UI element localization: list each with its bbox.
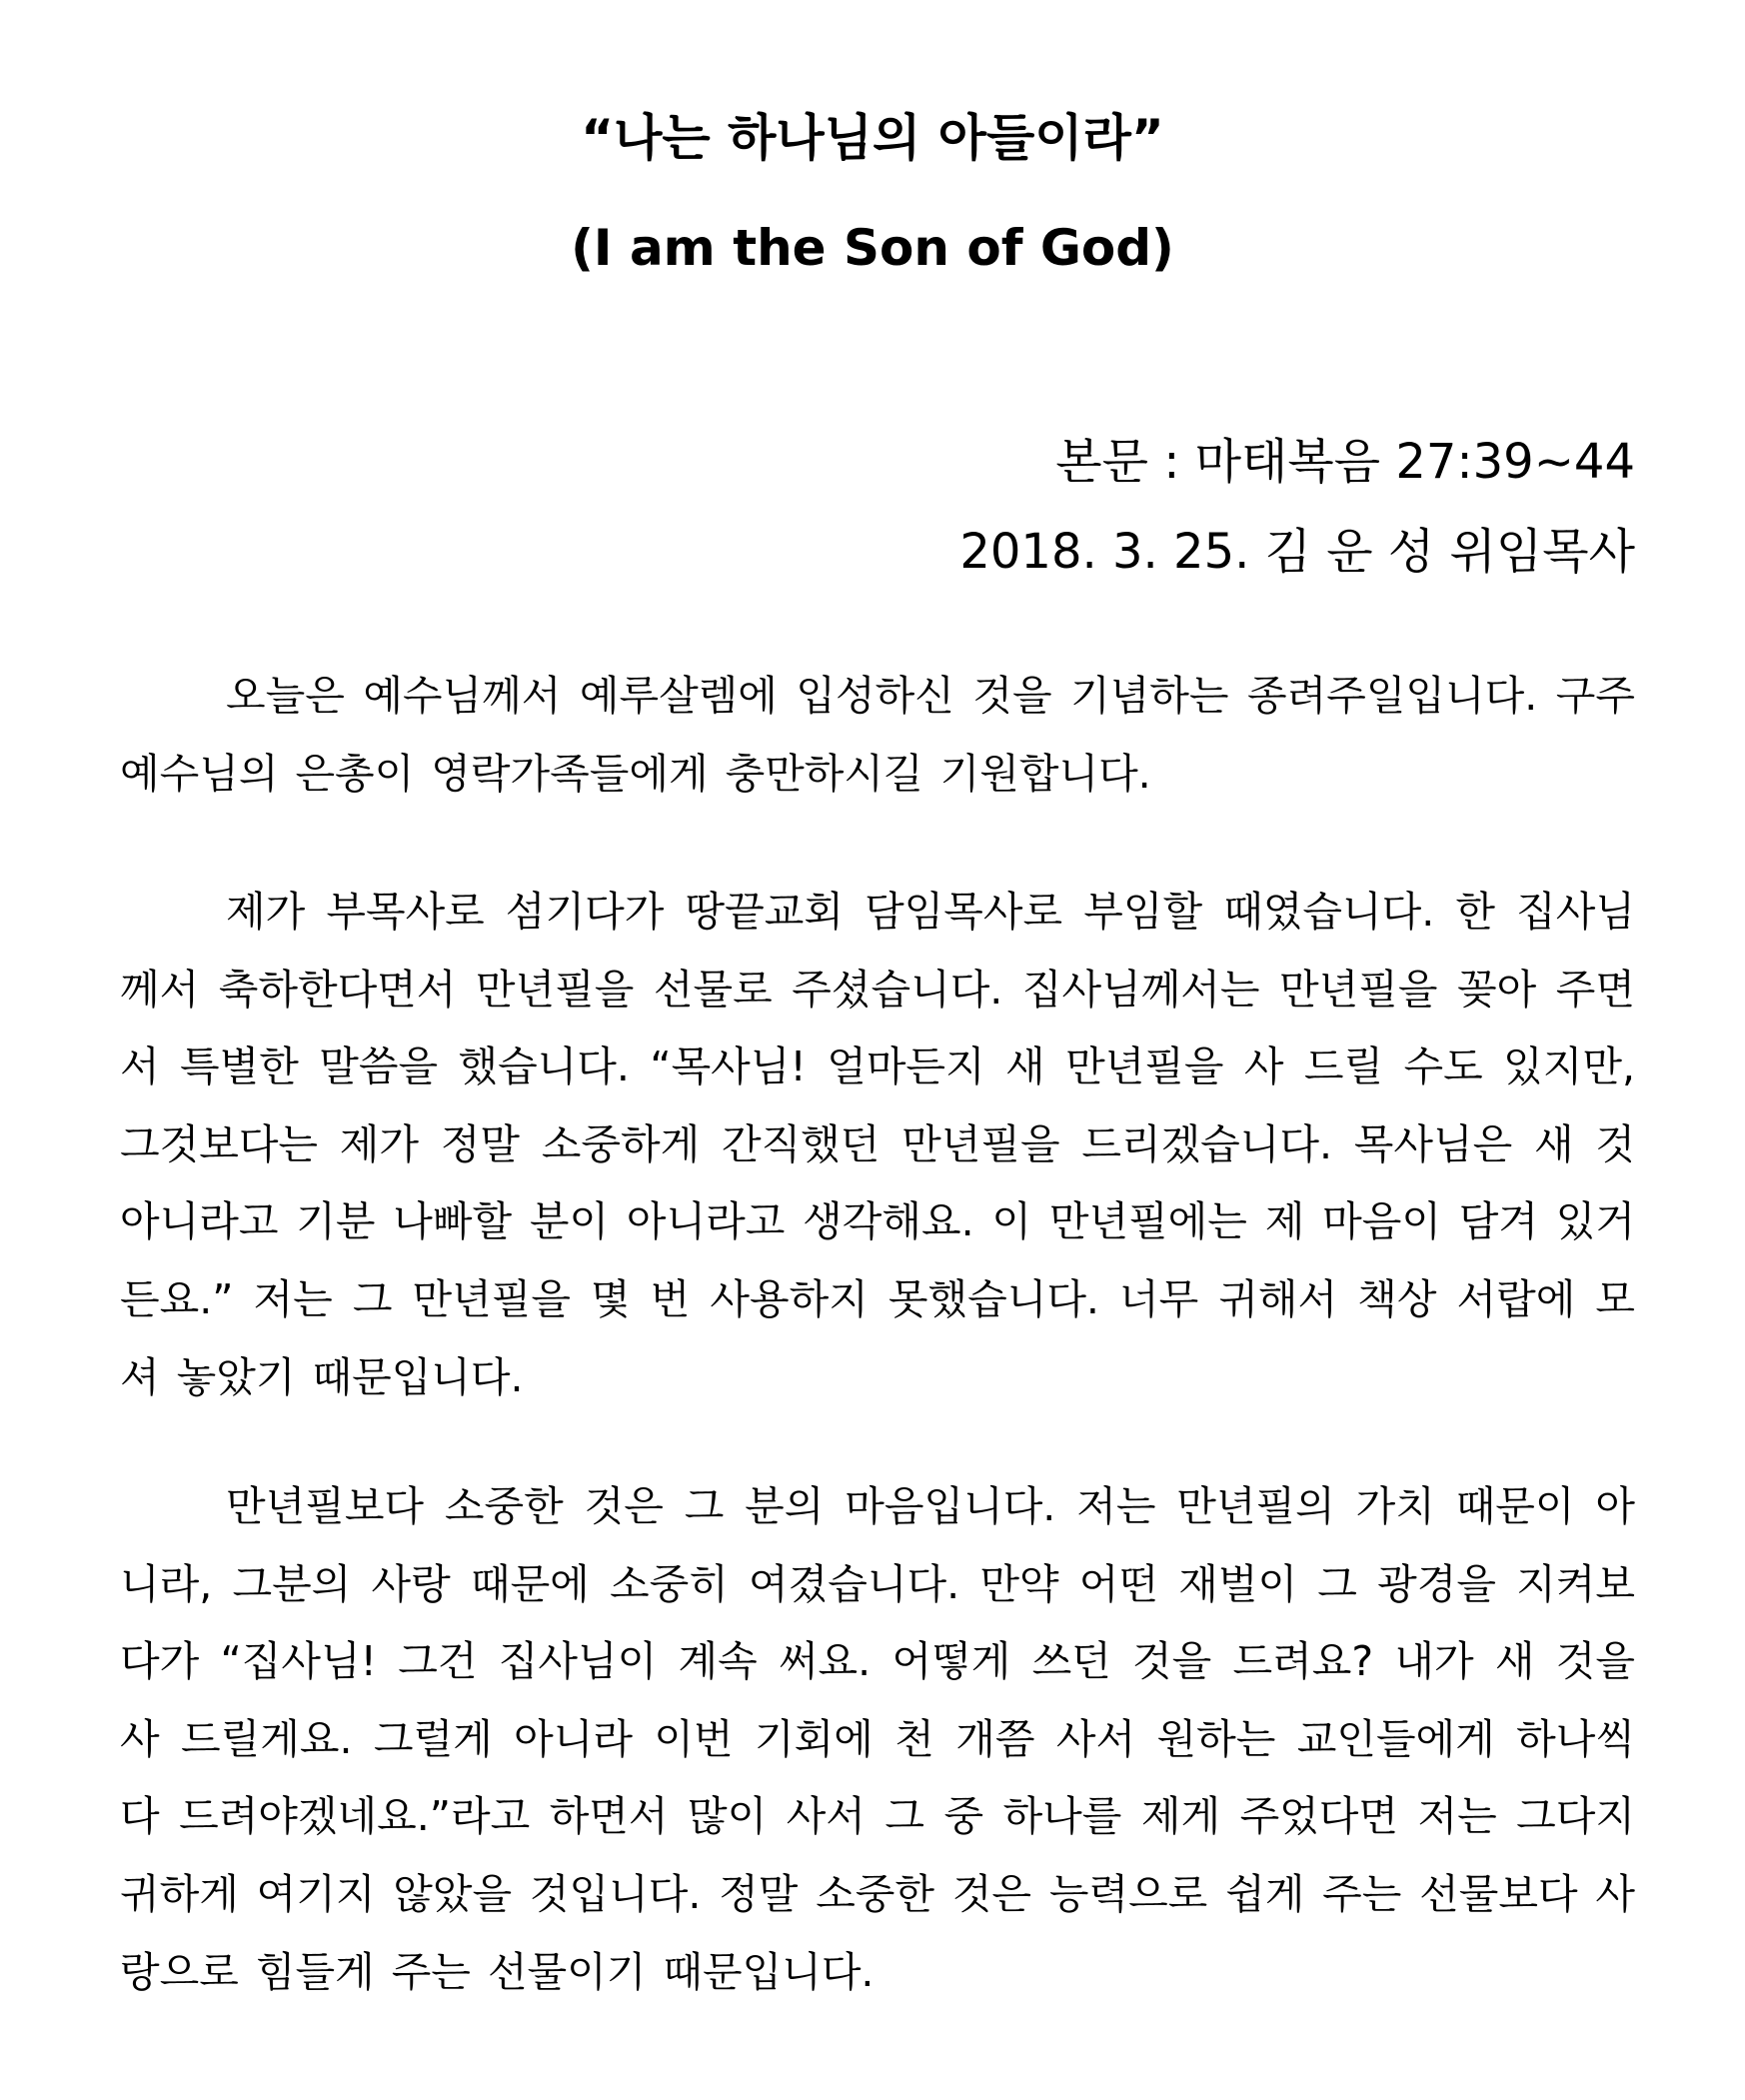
paragraph-3: 만년필보다 소중한 것은 그 분의 마음입니다. 저는 만년필의 가치 때문이 아니라, 그분의 사랑 때문에 소중히 여겼습니다. 만약 어떤 재벌이 그 광경을 지켜보다가 “집사님! 그건 집사님이 계속 써요. 어떻게 쓰던 것을 드려요? 내가 새 것을 사 드릴게요. 그럴게 아니라 이번 기회에 천 개쯤 사서 원하는 교인들에게 하나씩 다 드려야겠네요.”라고 하면서 많이 사서 그 중 하나를 제게 주었다면 저는 그다지 귀하게 여기지 않았을 것입니다. 정말 소중한 것은 능력으로 쉽게 주는 선물보다 사랑으로 힘들게 주는 선물이기 때문입니다. <box>120 1482 1635 1996</box>
sermon-title: “나는 하나님의 아들이라” <box>581 109 1164 167</box>
scripture-reference: 본문 : 마태복음 27:39~44 <box>1055 434 1635 490</box>
paragraph-1: 오늘은 예수님께서 예루살렘에 입성하신 것을 기념하는 종려주일입니다. 구주 예수님의 은총이 영락가족들에게 충만하시길 기원합니다. <box>120 672 1635 798</box>
date-and-preacher: 2018. 3. 25. 김 운 성 위임목사 <box>959 524 1635 580</box>
sermon-subtitle: (I am the Son of God) <box>571 219 1174 277</box>
paragraph-2: 제가 부목사로 섬기다가 땅끝교회 담임목사로 부임할 때였습니다. 한 집사님께서 축하한다면서 만년필을 선물로 주셨습니다. 집사님께서는 만년필을 꽂아 주면서 특별한 말씀을 했습니다. “목사님! 얼마든지 새 만년필을 사 드릴 수도 있지만, 그것보다는 제가 정말 소중하게 간직했던 만년필을 드리겠습니다. 목사님은 새 것 아니라고 기분 나빠할 분이 아니라고 생각해요. 이 만년필에는 제 마음이 담겨 있거든요.” 저는 그 만년필을 몇 번 사용하지 못했습니다. 너무 귀해서 책상 서랍에 모셔 놓았기 때문입니다. <box>120 888 1635 1401</box>
